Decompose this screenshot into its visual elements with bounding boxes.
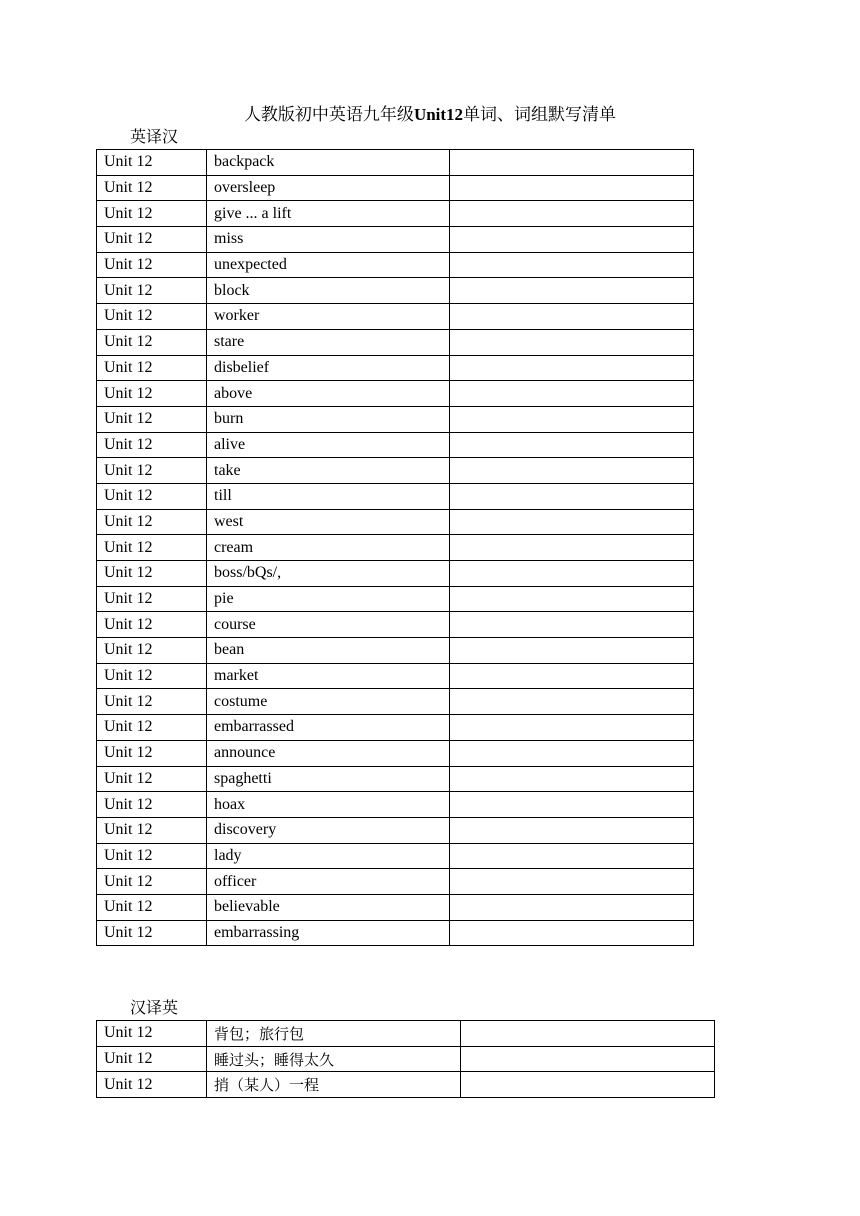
word-cell: 睡过头；睡得太久 [207, 1046, 461, 1072]
word-cell: burn [207, 406, 450, 432]
vocab-row [97, 304, 694, 330]
answer-cell[interactable] [450, 432, 694, 458]
word-cell: market [207, 663, 450, 689]
answer-cell[interactable] [450, 535, 694, 561]
unit-cell: Unit 12 [97, 329, 207, 355]
answer-cell[interactable] [450, 483, 694, 509]
answer-cell[interactable] [450, 458, 694, 484]
answer-cell[interactable] [450, 663, 694, 689]
unit-cell: Unit 12 [97, 740, 207, 766]
vocab-row [97, 1046, 715, 1072]
unit-cell: Unit 12 [97, 1021, 207, 1047]
unit-cell: Unit 12 [97, 612, 207, 638]
vocab-row [97, 638, 694, 664]
vocab-row [97, 869, 694, 895]
word-cell: course [207, 612, 450, 638]
word-cell: discovery [207, 817, 450, 843]
word-cell: spaghetti [207, 766, 450, 792]
word-cell: boss/bQs/, [207, 561, 450, 587]
word-cell: disbelief [207, 355, 450, 381]
word-cell: above [207, 381, 450, 407]
unit-cell: Unit 12 [97, 689, 207, 715]
unit-cell: Unit 12 [97, 201, 207, 227]
word-cell: embarrassed [207, 715, 450, 741]
vocab-row [97, 1072, 715, 1098]
word-cell: take [207, 458, 450, 484]
vocab-row [97, 843, 694, 869]
word-cell: backpack [207, 150, 450, 176]
word-cell: announce [207, 740, 450, 766]
word-cell: 背包；旅行包 [207, 1021, 461, 1047]
vocab-row [97, 483, 694, 509]
answer-cell[interactable] [450, 817, 694, 843]
unit-cell: Unit 12 [97, 869, 207, 895]
vocab-row [97, 252, 694, 278]
answer-cell[interactable] [450, 329, 694, 355]
word-cell: block [207, 278, 450, 304]
unit-cell: Unit 12 [97, 1046, 207, 1072]
unit-cell: Unit 12 [97, 483, 207, 509]
answer-cell[interactable] [450, 715, 694, 741]
vocab-row [97, 586, 694, 612]
answer-cell[interactable] [450, 689, 694, 715]
vocab-row [97, 1021, 715, 1047]
vocab-row [97, 535, 694, 561]
word-cell: bean [207, 638, 450, 664]
unit-cell: Unit 12 [97, 1072, 207, 1098]
word-cell: miss [207, 227, 450, 253]
section-label-en-to-cn: 英译汉 [130, 129, 179, 146]
cn-to-en-table [96, 1020, 715, 1098]
answer-cell[interactable] [450, 869, 694, 895]
unit-cell: Unit 12 [97, 638, 207, 664]
answer-cell[interactable] [450, 638, 694, 664]
unit-cell: Unit 12 [97, 586, 207, 612]
vocab-row [97, 175, 694, 201]
unit-cell: Unit 12 [97, 535, 207, 561]
unit-cell: Unit 12 [97, 894, 207, 920]
word-cell: give ... a lift [207, 201, 450, 227]
vocab-row [97, 227, 694, 253]
word-cell: stare [207, 329, 450, 355]
word-cell: till [207, 483, 450, 509]
unit-cell: Unit 12 [97, 381, 207, 407]
unit-cell: Unit 12 [97, 792, 207, 818]
word-cell: oversleep [207, 175, 450, 201]
vocab-row [97, 612, 694, 638]
vocab-row [97, 740, 694, 766]
unit-cell: Unit 12 [97, 663, 207, 689]
answer-cell[interactable] [450, 766, 694, 792]
title-unit: Unit12 [413, 105, 464, 124]
unit-cell: Unit 12 [97, 715, 207, 741]
answer-cell[interactable] [461, 1072, 715, 1098]
answer-cell[interactable] [461, 1021, 715, 1047]
answer-cell[interactable] [450, 894, 694, 920]
answer-cell[interactable] [450, 252, 694, 278]
vocab-row [97, 561, 694, 587]
word-cell: alive [207, 432, 450, 458]
answer-cell[interactable] [450, 509, 694, 535]
answer-cell[interactable] [450, 304, 694, 330]
vocab-row [97, 458, 694, 484]
answer-cell[interactable] [450, 381, 694, 407]
answer-cell[interactable] [450, 406, 694, 432]
word-cell: pie [207, 586, 450, 612]
answer-cell[interactable] [450, 201, 694, 227]
answer-cell[interactable] [450, 586, 694, 612]
answer-cell[interactable] [450, 278, 694, 304]
unit-cell: Unit 12 [97, 406, 207, 432]
vocab-row [97, 920, 694, 946]
word-cell: unexpected [207, 252, 450, 278]
vocab-row [97, 663, 694, 689]
unit-cell: Unit 12 [97, 227, 207, 253]
vocab-row [97, 432, 694, 458]
unit-cell: Unit 12 [97, 175, 207, 201]
answer-cell[interactable] [450, 561, 694, 587]
word-cell: hoax [207, 792, 450, 818]
unit-cell: Unit 12 [97, 278, 207, 304]
word-cell: cream [207, 535, 450, 561]
unit-cell: Unit 12 [97, 920, 207, 946]
unit-cell: Unit 12 [97, 432, 207, 458]
word-cell: lady [207, 843, 450, 869]
word-cell: worker [207, 304, 450, 330]
answer-cell[interactable] [450, 843, 694, 869]
unit-cell: Unit 12 [97, 252, 207, 278]
unit-cell: Unit 12 [97, 150, 207, 176]
word-cell: costume [207, 689, 450, 715]
unit-cell: Unit 12 [97, 458, 207, 484]
vocab-row [97, 329, 694, 355]
answer-cell[interactable] [461, 1046, 715, 1072]
unit-cell: Unit 12 [97, 843, 207, 869]
unit-cell: Unit 12 [97, 561, 207, 587]
vocab-row [97, 150, 694, 176]
unit-cell: Unit 12 [97, 304, 207, 330]
page-title [0, 104, 860, 126]
word-cell: embarrassing [207, 920, 450, 946]
vocab-row [97, 278, 694, 304]
vocab-row [97, 201, 694, 227]
answer-cell[interactable] [450, 740, 694, 766]
vocab-row [97, 766, 694, 792]
unit-cell: Unit 12 [97, 509, 207, 535]
answer-cell[interactable] [450, 355, 694, 381]
answer-cell[interactable] [450, 920, 694, 946]
answer-cell[interactable] [450, 792, 694, 818]
vocab-row [97, 792, 694, 818]
vocab-row [97, 715, 694, 741]
vocab-row [97, 689, 694, 715]
answer-cell[interactable] [450, 175, 694, 201]
vocab-row [97, 894, 694, 920]
answer-cell[interactable] [450, 150, 694, 176]
vocab-row [97, 509, 694, 535]
en-to-cn-table [96, 149, 694, 946]
answer-cell[interactable] [450, 612, 694, 638]
unit-cell: Unit 12 [97, 817, 207, 843]
section-label-cn-to-en: 汉译英 [130, 1000, 179, 1017]
vocab-row [97, 817, 694, 843]
unit-cell: Unit 12 [97, 355, 207, 381]
answer-cell[interactable] [450, 227, 694, 253]
word-cell: 捎（某人）一程 [207, 1072, 461, 1098]
title-cn-part-2: 单词、词组默写清单 [463, 105, 617, 124]
unit-cell: Unit 12 [97, 766, 207, 792]
word-cell: west [207, 509, 450, 535]
word-cell: believable [207, 894, 450, 920]
vocab-row [97, 381, 694, 407]
vocab-row [97, 355, 694, 381]
vocab-row [97, 406, 694, 432]
word-cell: officer [207, 869, 450, 895]
title-cn-part-1: 人教版初中英语九年级 [243, 105, 414, 124]
